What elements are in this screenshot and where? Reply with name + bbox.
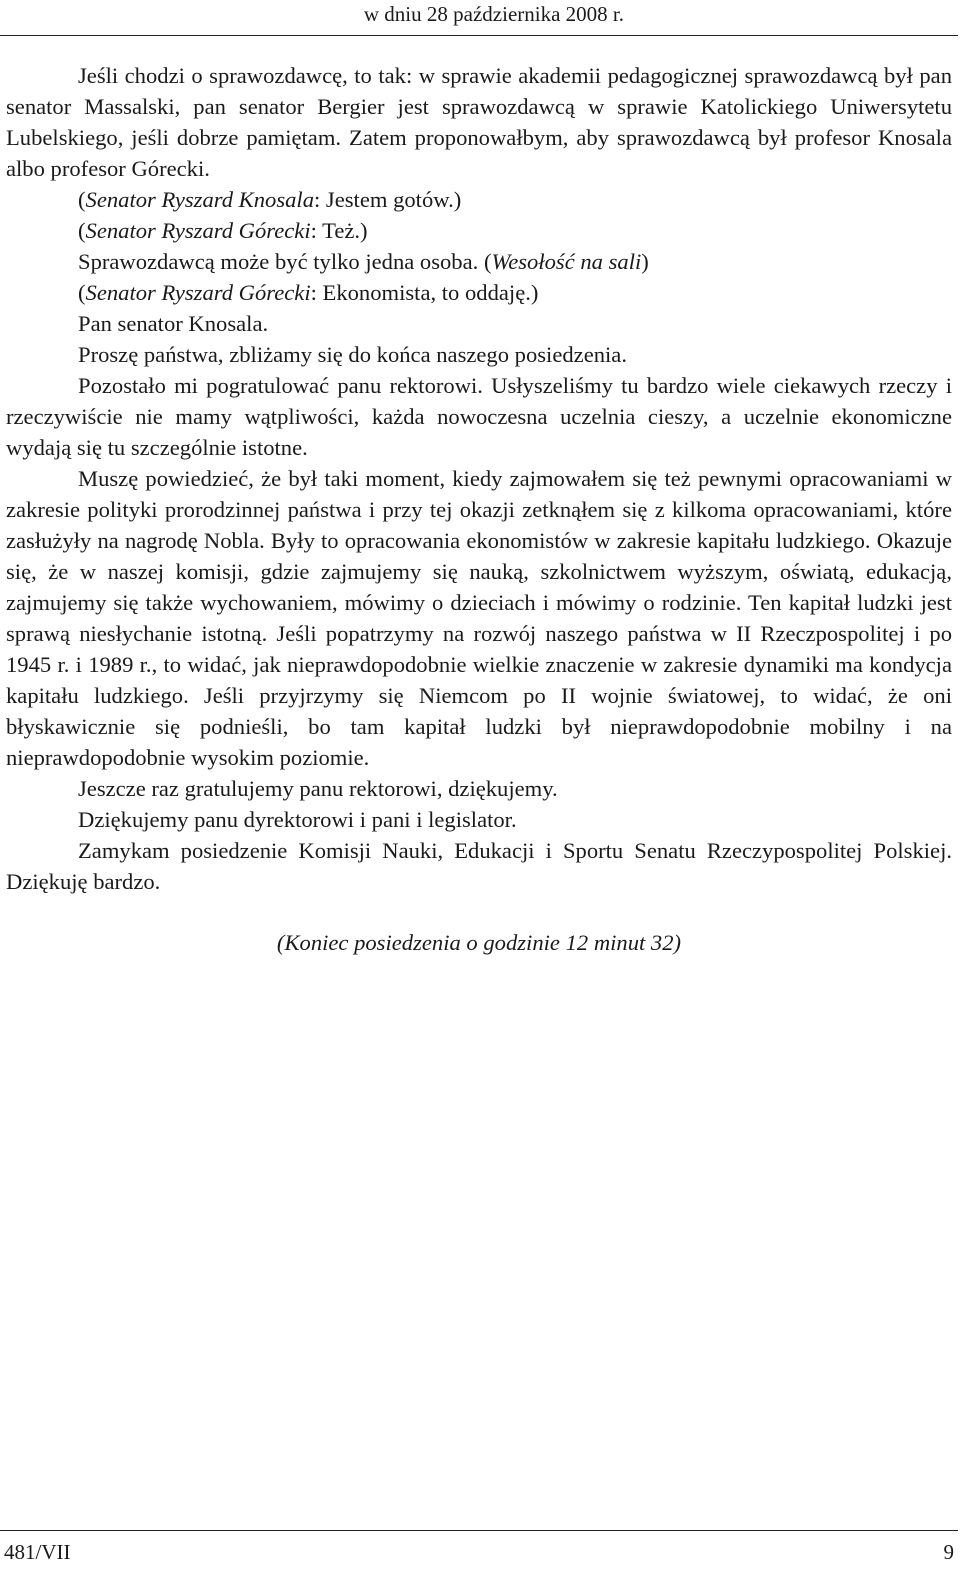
- remark-gorecki-1: (Senator Ryszard Górecki: Też.): [78, 218, 368, 243]
- stage-note: Wesołość na sali: [491, 249, 642, 274]
- paragraph-knosala: Pan senator Knosala.: [78, 311, 269, 336]
- footer-divider: [0, 1530, 958, 1531]
- paragraph-gratulacje: Pozostało mi pogratulować panu rektorowi. Usłyszeliśmy tu bardzo wiele ciekawych rzeczy i rzeczywiście nie mamy wątpliwości, każda nowoczesna uczelnia cieszy, a uczelnie ekonomiczne wydają się tu szczególnie istotne.: [6, 373, 952, 460]
- speaker-name: Senator Ryszard Górecki: [85, 280, 311, 305]
- paragraph-dziekujemy: Dziękujemy panu dyrektorowi i pani i legislator.: [78, 807, 517, 832]
- remark-knosala: (Senator Ryszard Knosala: Jestem gotów.): [78, 187, 462, 212]
- paragraph-zamykam: Zamykam posiedzenie Komisji Nauki, Edukacji i Sportu Senatu Rzeczypospolitej Polskiej. Dziękuję bardzo.: [6, 838, 952, 894]
- closing-note: (Koniec posiedzenia o godzinie 12 minut 32): [276, 930, 682, 955]
- paragraph-jedna-osoba: Sprawozdawcą może być tylko jedna osoba. (Wesołość na sali): [78, 249, 649, 274]
- header-date: w dniu 28 października 2008 r.: [363, 2, 624, 26]
- speaker-name: Senator Ryszard Knosala: [85, 187, 314, 212]
- header-divider: [0, 35, 958, 36]
- remark-gorecki-2: (Senator Ryszard Górecki: Ekonomista, to oddaję.): [78, 280, 539, 305]
- transcript-body: [6, 60, 952, 958]
- page-header: [0, 0, 960, 28]
- paragraph-koniec: Proszę państwa, zbliżamy się do końca naszego posiedzenia.: [78, 342, 627, 367]
- speaker-name: Senator Ryszard Górecki: [85, 218, 311, 243]
- paragraph-sprawozdawca: Jeśli chodzi o sprawozdawcę, to tak: w sprawie akademii pedagogicznej sprawozdawcą był pan senator Massalski, pan senator Bergier jest sprawozdawcą w sprawie Katolickiego Uniwersytetu Lubelskiego, jeśli dobrze pamiętam. Zatem proponowałbym, aby sprawozdawcą był profesor Knosala albo profesor Górecki.: [6, 63, 952, 181]
- page-number: 9: [943, 1540, 954, 1564]
- paragraph-gratulujemy: Jeszcze raz gratulujemy panu rektorowi, dziękujemy.: [78, 776, 558, 801]
- paragraph-kapital-ludzki: Muszę powiedzieć, że był taki moment, kiedy zajmowałem się też pewnymi opracowaniami w zakresie polityki prorodzinnej państwa i przy tej okazji zetknąłem się z kilkoma opracowaniami, które zasłużyły na nagrodę Nobla. Były to opracowania ekonomistów w zakresie kapitału ludzkiego. Okazuje się, że w naszej komisji, gdzie zajmujemy się nauką, szkolnictwem wyższym, oświatą, edukacją, zajmujemy się także wychowaniem, mówimy o dzieciach i mówimy o rodzinie. Ten kapitał ludzki jest sprawą niesłychanie istotną. Jeśli popatrzymy na rozwój naszego państwa w II Rzeczpospolitej i po 1945 r. i 1989 r., to widać, jak nieprawdopodobnie wielkie znaczenie w zakresie dynamiki ma kondycja kapitału ludzkiego. Jeśli przyjrzymy się Niemcom po II wojnie światowej, to widać, że oni błyskawicznie się podnieśli, bo tam kapitał ludzki był nieprawdopodobnie mobilny i na nieprawdopodobnie wysokim poziomie.: [6, 466, 952, 770]
- document-number: 481/VII: [4, 1540, 71, 1564]
